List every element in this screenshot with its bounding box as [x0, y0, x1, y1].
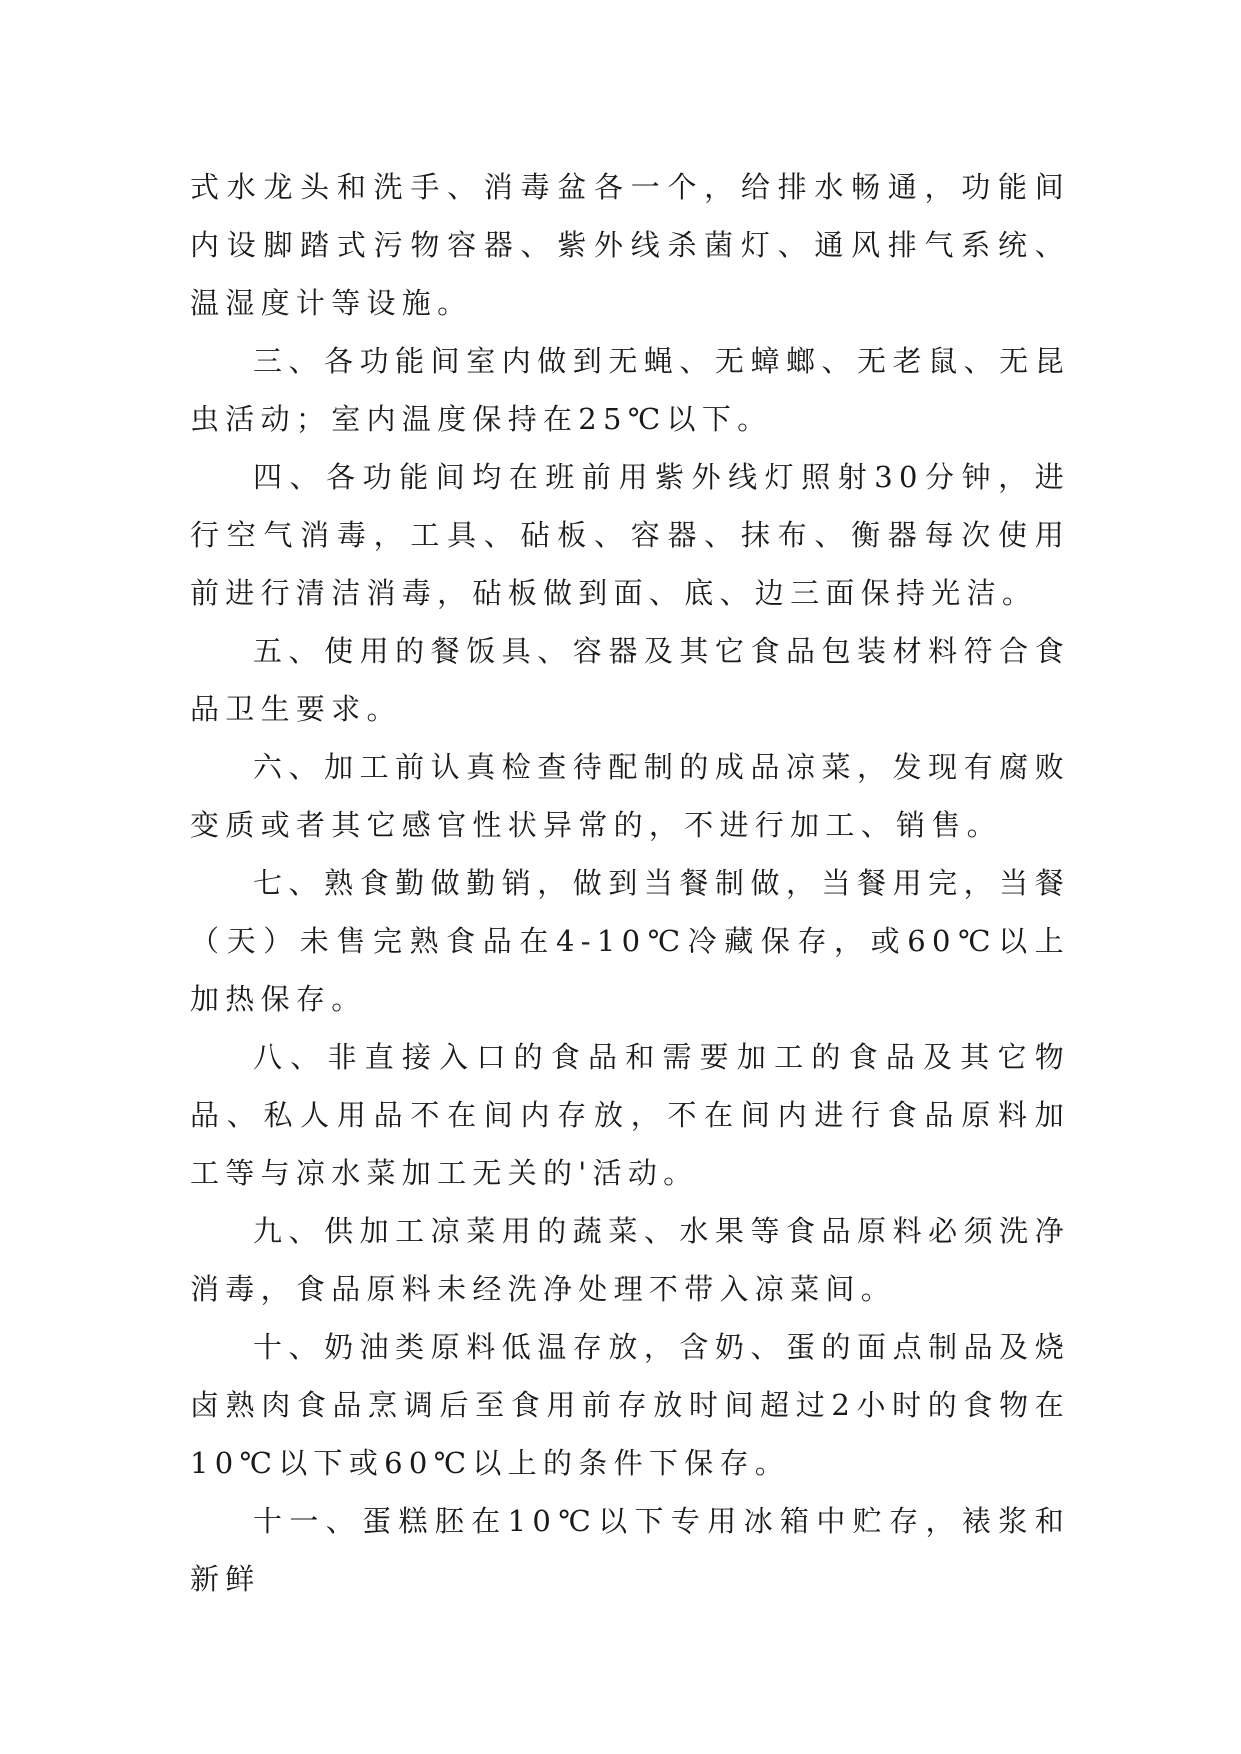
paragraph-item-3: 三、各功能间室内做到无蝇、无蟑螂、无老鼠、无昆虫活动；室内温度保持在25℃以下。	[190, 344, 1070, 436]
paragraph-item-6: 六、加工前认真检查待配制的成品凉菜，发现有腐败变质或者其它感官性状异常的，不进行加工、销售。	[190, 750, 1070, 842]
paragraph-item-8: 八、非直接入口的食品和需要加工的食品及其它物品、私人用品不在间内存放，不在间内进行食品原料加工等与凉水菜加工无关的'活动。	[190, 1040, 1070, 1190]
paragraph-item-9: 九、供加工凉菜用的蔬菜、水果等食品原料必须洗净消毒，食品原料未经洗净处理不带入凉菜间。	[190, 1214, 1070, 1306]
paragraph-item-11: 十一、蛋糕胚在10℃以下专用冰箱中贮存，裱浆和新鲜	[190, 1504, 1070, 1596]
paragraph-item-4: 四、各功能间均在班前用紫外线灯照射30分钟，进行空气消毒，工具、砧板、容器、抹布、衡器每次使用前进行清洁消毒，砧板做到面、底、边三面保持光洁。	[190, 460, 1070, 610]
paragraph-continuation: 式水龙头和洗手、消毒盆各一个，给排水畅通，功能间内设脚踏式污物容器、紫外线杀菌灯、通风排气系统、温湿度计等设施。	[190, 170, 1070, 320]
paragraph-item-10: 十、奶油类原料低温存放，含奶、蛋的面点制品及烧卤熟肉食品烹调后至食用前存放时间超过2小时的食物在10℃以下或60℃以上的条件下保存。	[190, 1330, 1070, 1480]
document-body	[190, 158, 1070, 1608]
paragraph-item-7: 七、熟食勤做勤销，做到当餐制做，当餐用完，当餐（天）未售完熟食品在4-10℃冷藏保存，或60℃以上加热保存。	[190, 866, 1070, 1016]
paragraph-item-5: 五、使用的餐饭具、容器及其它食品包装材料符合食品卫生要求。	[190, 634, 1070, 726]
